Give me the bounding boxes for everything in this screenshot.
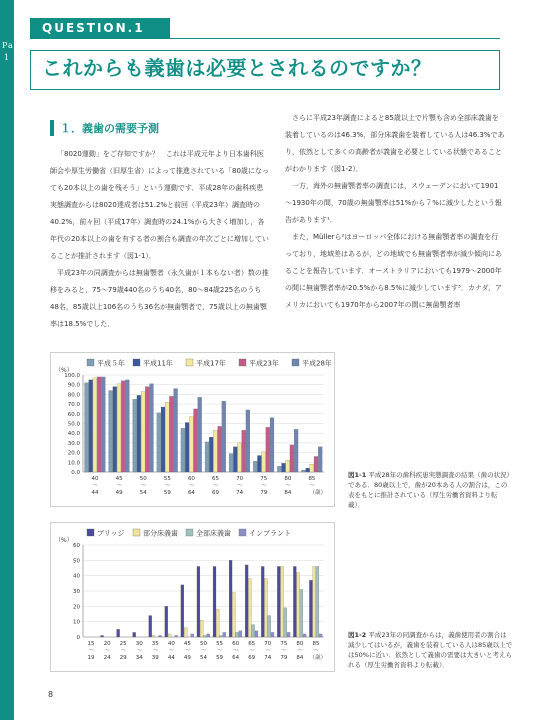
bar <box>286 460 290 472</box>
y-tick-label: 10.0 <box>67 460 80 467</box>
x-tick-label: 〜 <box>136 648 142 654</box>
x-tick-label: 25 <box>119 641 127 647</box>
x-tick-label: 29 <box>119 655 127 661</box>
bar <box>218 426 222 472</box>
bar <box>318 447 322 472</box>
x-tick-label: 75 <box>260 476 268 482</box>
x-tick-label: 40 <box>167 641 175 647</box>
bar <box>293 566 296 637</box>
bar <box>223 632 226 637</box>
x-tick-label: 55 <box>216 641 224 647</box>
bar <box>238 443 242 472</box>
bar <box>253 461 257 472</box>
bar <box>213 566 216 637</box>
bar <box>198 397 202 472</box>
section-heading: １．義歯の需要予測 <box>60 122 159 135</box>
x-tick-label: 〜 <box>88 648 94 654</box>
section-marker <box>50 120 54 136</box>
bar <box>93 378 97 472</box>
x-tick-label: 84 <box>296 655 304 661</box>
figure-1-2-svg <box>51 523 336 673</box>
bar <box>262 452 266 472</box>
bar <box>152 635 155 637</box>
bar <box>200 620 203 637</box>
y-tick-label: 50 <box>73 558 80 565</box>
bar <box>245 565 248 637</box>
x-tick-label: 〜 <box>212 483 219 489</box>
bar <box>181 428 185 472</box>
bar <box>282 463 286 472</box>
x-tick-label: 70 <box>236 476 244 482</box>
x-tick-label: 64 <box>187 490 195 496</box>
question-badge: QUESTION.1 <box>30 18 170 38</box>
bar <box>168 634 171 637</box>
bar <box>101 635 104 637</box>
bar <box>125 380 129 472</box>
bar <box>316 566 319 637</box>
x-axis-unit: （歳） <box>309 655 326 661</box>
x-tick-label: 〜 <box>232 648 239 654</box>
x-tick-label: 〜 <box>140 483 147 489</box>
bar <box>121 381 125 472</box>
bar <box>255 631 258 637</box>
x-tick-label: 84 <box>284 490 292 496</box>
figure-1-1-chart <box>50 352 335 507</box>
bar <box>277 466 281 472</box>
bar <box>257 456 261 472</box>
bar <box>268 616 271 637</box>
figure-1-1-svg <box>51 353 336 508</box>
x-tick-label: 40 <box>91 476 99 482</box>
figure-1-2-chart <box>50 522 335 672</box>
x-tick-label: 65 <box>248 641 256 647</box>
x-tick-label: 59 <box>216 655 224 661</box>
x-tick-label: 80 <box>284 476 292 482</box>
bar <box>303 634 306 637</box>
x-tick-label: 〜 <box>104 648 110 654</box>
bar <box>101 377 105 472</box>
x-tick-label: 85 <box>312 641 320 647</box>
x-tick-label: 69 <box>212 490 220 496</box>
part-label: Part 1 <box>2 41 23 62</box>
bar <box>169 396 173 472</box>
x-tick-label: 〜 <box>297 648 303 654</box>
bar <box>209 437 213 472</box>
bar <box>150 384 154 472</box>
bar <box>297 573 300 637</box>
bar <box>313 566 316 637</box>
x-tick-label: 〜 <box>200 648 207 654</box>
bar <box>207 634 210 637</box>
bar <box>133 399 137 472</box>
bar <box>213 430 217 472</box>
legend-label: 平成17年 <box>196 359 226 368</box>
legend-swatch <box>239 359 246 366</box>
bar <box>229 454 233 472</box>
x-tick-label: 34 <box>135 655 143 661</box>
bar <box>310 464 314 472</box>
part-sidebar <box>0 0 23 720</box>
y-tick-label: 60 <box>73 543 80 549</box>
x-tick-label: 79 <box>280 655 288 661</box>
bar <box>191 634 194 637</box>
legend-swatch <box>239 529 246 536</box>
legend-swatch <box>87 359 94 366</box>
x-tick-label: 〜 <box>236 483 243 489</box>
legend-label: 全部床義歯 <box>196 529 231 538</box>
bar <box>181 585 184 637</box>
x-tick-label: 54 <box>139 490 147 496</box>
x-tick-label: 74 <box>236 490 244 496</box>
bar <box>284 608 287 637</box>
bar <box>301 470 305 472</box>
x-tick-label: 〜 <box>152 648 159 654</box>
bar <box>252 625 255 637</box>
bar <box>159 635 162 637</box>
y-axis-unit: （%） <box>55 367 73 374</box>
x-tick-label: 50 <box>200 641 207 647</box>
x-tick-label: 44 <box>91 490 99 496</box>
bar <box>194 409 198 472</box>
bar <box>161 407 165 472</box>
bar <box>189 417 193 472</box>
body-column-left <box>50 146 270 333</box>
x-tick-label: 19 <box>87 655 95 661</box>
x-tick-label: 44 <box>167 655 175 661</box>
x-tick-label: 〜 <box>164 483 171 489</box>
bar <box>294 429 298 472</box>
bar <box>117 384 121 472</box>
x-tick-label: 〜 <box>216 648 223 654</box>
figure-1-1-text: 平成28年の歯科疾患実態調査の結果（歯の状況）である．80歳以上で，歯が20本ある人の割合は，この表をもとに推計されている（厚生労働省資料より転載）． <box>348 471 510 509</box>
bar <box>109 391 113 472</box>
bar <box>89 380 93 472</box>
bar <box>314 456 318 472</box>
y-tick-label: 40.0 <box>67 431 80 438</box>
y-tick-label: 30 <box>73 589 80 595</box>
page-number: 8 <box>48 690 54 699</box>
bar <box>236 632 239 637</box>
y-tick-label: 0.0 <box>71 470 80 476</box>
bar <box>157 413 161 472</box>
x-tick-label: 20 <box>103 641 111 647</box>
bar <box>184 628 187 637</box>
legend-swatch <box>87 529 94 536</box>
x-tick-label: 〜 <box>188 483 195 489</box>
bar <box>265 579 268 637</box>
bar <box>216 609 219 637</box>
body-column-right <box>285 110 505 314</box>
bar <box>277 566 280 637</box>
x-tick-label: 69 <box>248 655 256 661</box>
x-tick-label: 〜 <box>116 483 122 489</box>
y-tick-label: 60.0 <box>67 411 80 418</box>
bar <box>145 387 149 472</box>
x-tick-label: 35 <box>151 641 159 647</box>
x-tick-label: 64 <box>232 655 240 661</box>
body-paragraph: 平成23年の同調査からは無歯顎者（永久歯が１本もない者）数の推移をみると，75～79歳440名のうち40名，80～84歳225名のうち48名，85歳以上106名のうち36名が無歯顎者で，75歳以上の無歯顎率は18.5%でした． <box>50 269 269 328</box>
x-tick-label: 54 <box>200 655 207 661</box>
bar <box>137 395 141 472</box>
figure-1-1-label: 図1-1 <box>348 471 367 479</box>
bar <box>246 410 250 472</box>
x-tick-label: 〜 <box>265 648 271 654</box>
bar <box>287 632 290 637</box>
bar <box>233 447 237 472</box>
legend-swatch <box>292 359 299 366</box>
bar <box>239 631 242 637</box>
x-tick-label: 〜 <box>281 648 287 654</box>
figure-1-2-caption <box>348 630 513 670</box>
x-tick-label: 49 <box>115 490 123 496</box>
bar <box>85 383 89 472</box>
y-tick-label: 10 <box>73 619 80 626</box>
y-tick-label: 70.0 <box>67 402 80 409</box>
x-tick-label: 〜 <box>92 483 98 489</box>
x-tick-label: 15 <box>87 641 95 647</box>
y-tick-label: 0 <box>76 635 80 641</box>
bar <box>290 445 294 472</box>
y-tick-label: 80.0 <box>67 392 80 399</box>
x-tick-label: 〜 <box>309 483 315 489</box>
bar <box>185 423 189 472</box>
body-paragraph: また，Müllerら²はヨーロッパ全体における無歯顎者率の調査を行っており，地域差はあるが，どの地域でも無歯顎者率が減少傾向にあることを報告しています．オーストラリアにおいても1979～2000年の間に無歯顎者率が20.5%から8.5%に減少しています³．カナダ，アメリカにおいても1970年から2007年の間に無歯顎者率 <box>285 233 503 309</box>
x-tick-label: 65 <box>212 476 220 482</box>
y-tick-label: 20 <box>73 604 80 611</box>
body-paragraph: 「8020運動」をご存知ですか？ これは平成元年より日本歯科医師会や厚生労働省（旧厚生省）によって推進されている「80歳になっても20本以上の歯を残そう」という運動です．平成28年の歯科疾患実態調査からは8020達成者は51.2%と前回（平成23年）調査時の40.2%，前々回（平成17年）調査時の24.1%から大きく増加し，各年代の20本以上の歯を有する者の割合も調査の年次ごとに増加していることが推計されます（図1-1）． <box>50 150 269 260</box>
legend-swatch <box>186 529 193 536</box>
y-tick-label: 100.0 <box>64 373 80 379</box>
bar <box>117 629 120 637</box>
y-tick-label: 20.0 <box>67 450 80 457</box>
bar <box>270 418 274 472</box>
x-tick-label: 75 <box>280 641 288 647</box>
legend-label: 平成11年 <box>143 359 173 368</box>
bar <box>149 616 152 637</box>
legend-label: 部分床義歯 <box>143 529 178 538</box>
x-tick-label: 79 <box>260 490 268 496</box>
bar <box>204 635 207 637</box>
x-tick-label: 〜 <box>260 483 267 489</box>
x-tick-label: 39 <box>151 655 159 661</box>
bar <box>248 579 251 637</box>
bar <box>165 402 169 472</box>
bar <box>197 566 200 637</box>
figure-1-2-label: 図1-2 <box>348 631 367 639</box>
bar <box>165 606 168 637</box>
x-tick-label: 85 <box>308 476 316 482</box>
bar <box>309 580 312 637</box>
x-axis-unit: （歳） <box>309 490 326 496</box>
x-tick-label: 〜 <box>285 483 291 489</box>
bar <box>306 468 310 472</box>
bar <box>261 566 264 637</box>
y-axis-unit: （%） <box>55 537 73 544</box>
y-tick-label: 90.0 <box>67 382 80 389</box>
bar <box>205 442 209 472</box>
bar <box>229 560 232 637</box>
bar <box>242 430 246 472</box>
bar <box>281 566 284 637</box>
figure-1-1-caption <box>348 470 513 510</box>
legend-swatch <box>133 529 140 536</box>
body-paragraph: さらに平成23年調査によると85歳以上で片顎も含め全部床義歯を装着しているのは46.3%，部分床義歯を装着している人は46.3%であり，依然として多くの高齢者が義歯を必要としている状態であることがわかります（図1-2）． <box>285 114 505 173</box>
bar <box>222 401 226 472</box>
x-tick-label: 〜 <box>120 648 126 654</box>
x-tick-label: 24 <box>103 655 111 661</box>
x-tick-label: 50 <box>139 476 147 482</box>
x-tick-label: 〜 <box>184 648 191 654</box>
bar <box>133 632 136 637</box>
x-tick-label: 60 <box>187 476 195 482</box>
legend-label: ブリッジ <box>97 529 125 538</box>
title-rule <box>30 38 500 39</box>
figure-1-2-text: 平成23年の同調査からは，義歯使用者の割合は減少してはいるが，義歯を装着している人は85歳以上では50%に近い．依然として義歯の需要は大きいと考えられる（厚生労働省資料より転載）． <box>348 631 513 669</box>
legend-label: インプラント <box>249 529 291 538</box>
x-tick-label: 59 <box>163 490 171 496</box>
x-tick-label: 55 <box>163 476 171 482</box>
body-paragraph: 一方，海外の無歯顎者率の調査には，スウェーデンにおいて1901～1930年の間，70歳の無歯顎率は51%から７%に減少したという報告があります¹． <box>285 182 502 224</box>
y-tick-label: 50.0 <box>67 421 80 428</box>
x-tick-label: 60 <box>232 641 240 647</box>
bar <box>300 589 303 637</box>
legend-swatch <box>186 359 193 366</box>
legend-label: 平成23年 <box>249 359 279 368</box>
x-tick-label: 〜 <box>313 648 319 654</box>
legend-label: 平成５年 <box>97 359 125 368</box>
bar <box>175 635 178 637</box>
bar <box>319 634 322 637</box>
x-tick-label: 45 <box>115 476 123 482</box>
legend-swatch <box>133 359 140 366</box>
bar <box>174 389 178 472</box>
x-tick-label: 80 <box>296 641 304 647</box>
x-tick-label: 74 <box>264 655 272 661</box>
y-tick-label: 40 <box>73 573 80 580</box>
x-tick-label: 49 <box>183 655 191 661</box>
bar <box>220 635 223 637</box>
x-tick-label: 30 <box>135 641 143 647</box>
x-tick-label: 70 <box>264 641 272 647</box>
x-tick-label: 〜 <box>168 648 175 654</box>
bar <box>141 391 145 472</box>
page-title: これからも義歯は必要とされるのですか？ <box>42 56 432 80</box>
bar <box>232 593 235 637</box>
bar <box>97 377 101 472</box>
x-tick-label: 45 <box>183 641 191 647</box>
bar <box>266 427 270 472</box>
legend-label: 平成28年 <box>302 359 332 368</box>
x-tick-label: 〜 <box>248 648 255 654</box>
bar <box>113 387 117 472</box>
bar <box>271 632 274 637</box>
y-tick-label: 30.0 <box>67 440 80 447</box>
